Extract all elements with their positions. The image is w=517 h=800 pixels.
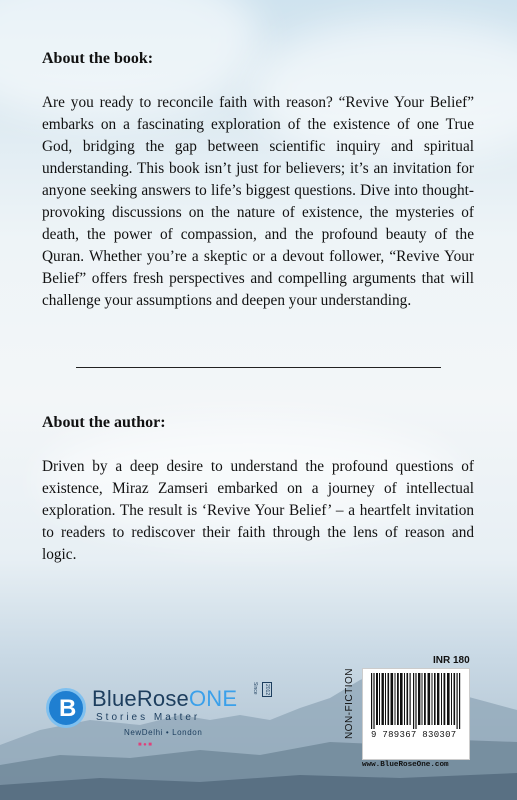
barcode-icon [363,669,469,731]
divider [76,367,441,368]
about-book-heading: About the book: [42,50,154,67]
publisher-tagline: Stories Matter [96,712,201,723]
social-icons: ■ ● ■ [138,742,152,748]
about-book-text: Are you ready to reconcile faith with reason? “Revive Your Belief” embarks on a fascinating exploration of the existence of one True God, bridging the gap between scientific inquiry and spiritual understanding. This book isn’t just for believers; it’s an invitation for anyone seeking answers to life’s biggest questions. Dive into thought-provoking discussions on the nature of existence, the mysteries of death, the power of compassion, and the profound beauty of the Quran. Whether you’re a skeptic or a devout follower, “Revive Your Belief” offers fresh perspectives and compelling arguments that will challenge your assumptions and deepen your understanding. [42,94,474,309]
isbn-digits: 9 789367 830307 [371,730,457,740]
about-author-heading: About the author: [42,414,166,431]
genre-label: NON-FICTION [344,668,355,740]
publisher-name: BlueRoseONE [92,686,238,711]
publisher-logo [46,682,346,762]
about-author-text: Driven by a deep desire to understand the profound questions of existence, Miraz Zamseri embarked on a journey of intellectual exploration. The result is ‘Revive Your Belief’ – a heartfelt invitation to readers to rediscover their faith through the lens of reason and logic. [42,458,474,563]
price-label: INR 180 [433,655,470,666]
isbn-barcode [362,668,470,760]
publisher-website: www.BlueRoseOne.com [362,761,449,769]
publisher-since-label: Since [252,682,258,695]
publisher-badge-icon: B [46,688,86,728]
publisher-cities: NewDelhi • London [124,728,203,737]
publisher-since-year: 2012 [264,684,270,696]
